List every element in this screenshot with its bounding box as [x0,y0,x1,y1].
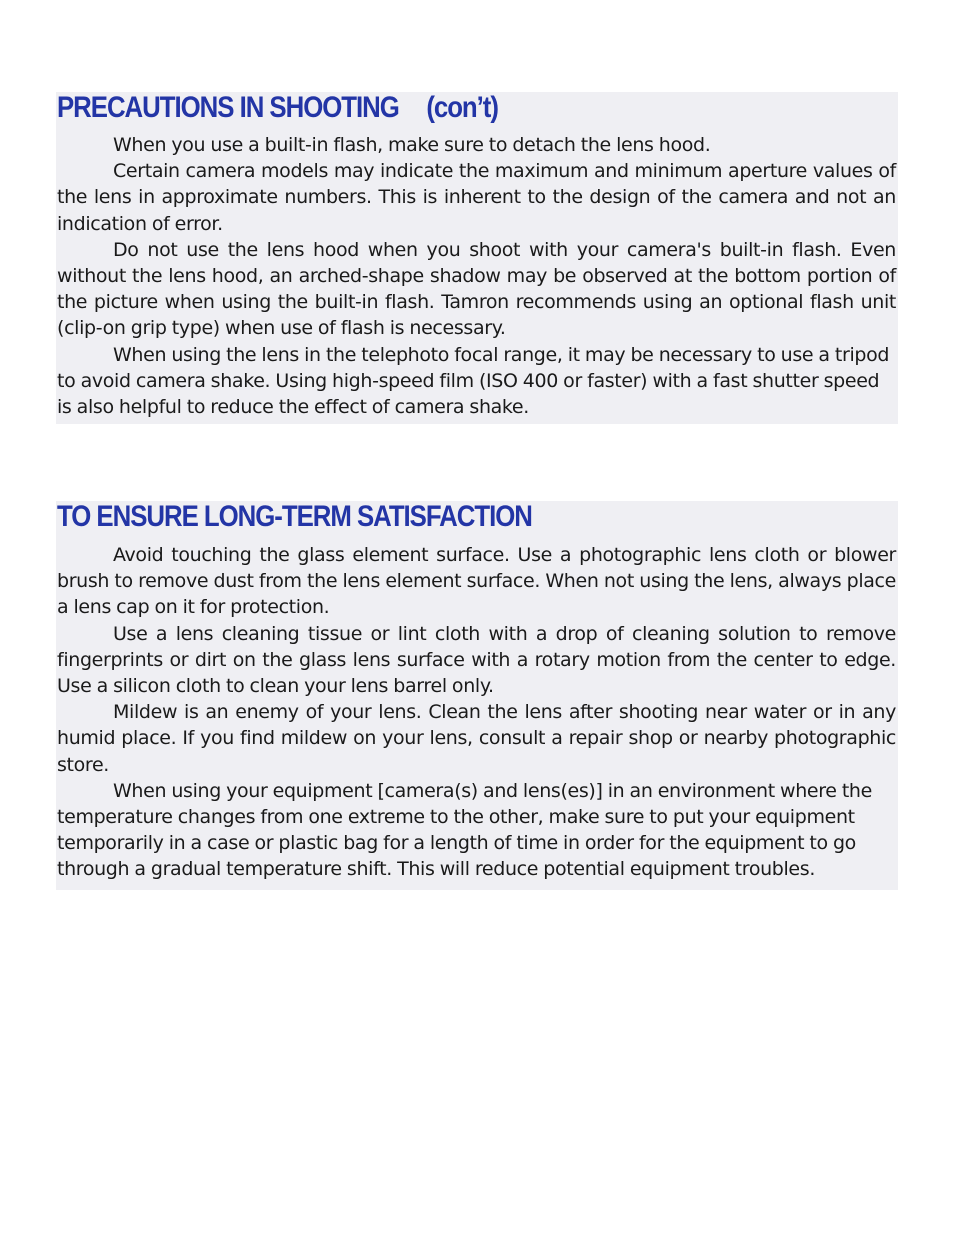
paragraph-builtin-flash-shadow: Do not use the lens hood when you shoot with your camera's built-in flash. Even without the lens hood, an arched-shape shadow may be observed at the bottom portion of the picture when using the built-in flash. Tamron recommends using an optional flash unit (clip-on grip type) when use of flash is necessary. [57,238,896,340]
section-body [57,124,896,420]
paragraph-glass-surface: Avoid touching the glass element surface. Use a photographic lens cloth or blower brush to remove dust from the lens element surface. When not using the lens, always place a lens cap on it for protection. [57,544,896,619]
paragraph-telephoto-tripod: When using the lens in the telephoto focal range, it may be necessary to use a tripod to avoid camera shake. Using high-speed film (ISO 400 or faster) with a fast shutter speed is also helpful to reduce the effect of camera shake. [57,343,890,419]
paragraph-aperture-values: Certain camera models may indicate the maximum and minimum aperture values of the lens in approximate numbers. This is inherent to the design of the camera and not an indication of error. [57,160,896,235]
section-heading-precautions [57,92,779,124]
paragraph-mildew: Mildew is an enemy of your lens. Clean the lens after shooting near water or in any humid place. If you find mildew on your lens, consult a repair shop or nearby photographic store. [57,701,896,776]
section-body [57,533,896,883]
section-precautions-in-shooting [56,92,898,424]
paragraph-cleaning-tissue: Use a lens cleaning tissue or lint cloth with a drop of cleaning solution to remove fingerprints or dirt on the glass lens surface with a rotary motion from the center to edge. Use a silicon cloth to clean your lens barrel only. [57,622,896,698]
section-long-term-satisfaction [56,501,898,890]
heading-suffix: (con’t) [426,91,498,124]
paragraph-temperature-changes: When using your equipment [camera(s) and lens(es)] in an environment where the temperature changes from one extreme to the other, make sure to put your equipment temporarily in a case or plastic bag for a length of time in order for the equipment to go through a gradual temperature shift. This will reduce potential equipment troubles. [57,779,872,881]
heading-title: PRECAUTIONS IN SHOOTING [57,91,399,124]
section-heading-satisfaction: TO ENSURE LONG-TERM SATISFACTION [57,500,532,533]
paragraph-flash-hood: When you use a built-in flash, make sure to detach the lens hood. [113,134,711,156]
